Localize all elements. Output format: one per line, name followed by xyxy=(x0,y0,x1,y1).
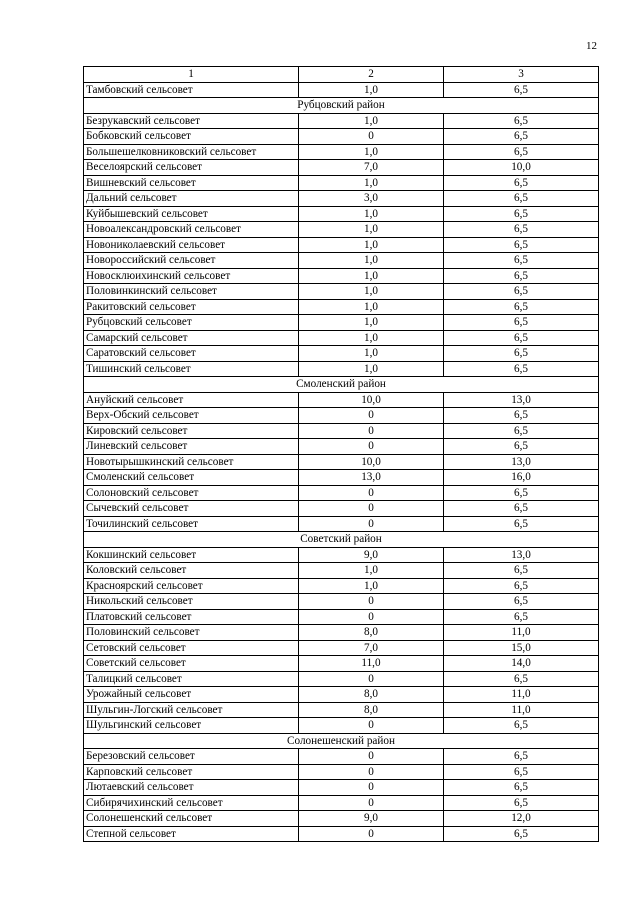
settlement-name: Сибирячихинский сельсовет xyxy=(84,795,299,811)
value-col-2: 0 xyxy=(299,826,444,842)
value-col-2: 1,0 xyxy=(299,82,444,98)
value-col-2: 1,0 xyxy=(299,563,444,579)
value-col-3: 6,5 xyxy=(444,82,599,98)
value-col-2: 7,0 xyxy=(299,640,444,656)
settlement-name: Солонешенский сельсовет xyxy=(84,811,299,827)
value-col-3: 11,0 xyxy=(444,687,599,703)
table-row xyxy=(84,811,599,827)
table-row xyxy=(84,253,599,269)
table-row xyxy=(84,129,599,145)
settlement-name: Безрукавский сельсовет xyxy=(84,113,299,129)
table-row xyxy=(84,191,599,207)
table-row xyxy=(84,656,599,672)
value-col-3: 13,0 xyxy=(444,392,599,408)
value-col-3: 6,5 xyxy=(444,718,599,734)
settlement-name: Советский сельсовет xyxy=(84,656,299,672)
value-col-2: 11,0 xyxy=(299,656,444,672)
table-row xyxy=(84,439,599,455)
settlement-name: Веселоярский сельсовет xyxy=(84,160,299,176)
table-row xyxy=(84,206,599,222)
value-col-3: 11,0 xyxy=(444,702,599,718)
settlement-name: Тамбовский сельсовет xyxy=(84,82,299,98)
value-col-2: 0 xyxy=(299,594,444,610)
settlement-name: Степной сельсовет xyxy=(84,826,299,842)
value-col-3: 6,5 xyxy=(444,346,599,362)
value-col-2: 1,0 xyxy=(299,361,444,377)
value-col-3: 6,5 xyxy=(444,594,599,610)
value-col-2: 1,0 xyxy=(299,144,444,160)
value-col-3: 11,0 xyxy=(444,625,599,641)
table-row xyxy=(84,547,599,563)
settlement-name: Рубцовский сельсовет xyxy=(84,315,299,331)
value-col-3: 6,5 xyxy=(444,330,599,346)
settlement-name: Смоленский сельсовет xyxy=(84,470,299,486)
value-col-2: 1,0 xyxy=(299,299,444,315)
value-col-2: 0 xyxy=(299,749,444,765)
region-row xyxy=(84,733,599,749)
region-title: Советский район xyxy=(84,532,599,548)
value-col-3: 6,5 xyxy=(444,516,599,532)
value-col-3: 16,0 xyxy=(444,470,599,486)
value-col-3: 6,5 xyxy=(444,671,599,687)
value-col-3: 12,0 xyxy=(444,811,599,827)
value-col-3: 6,5 xyxy=(444,826,599,842)
region-row xyxy=(84,532,599,548)
settlement-name: Платовский сельсовет xyxy=(84,609,299,625)
region-title: Рубцовский район xyxy=(84,98,599,114)
settlement-name: Никольский сельсовет xyxy=(84,594,299,610)
value-col-2: 1,0 xyxy=(299,578,444,594)
value-col-2: 1,0 xyxy=(299,113,444,129)
table-row xyxy=(84,749,599,765)
table-row xyxy=(84,82,599,98)
settlement-name: Кокшинский сельсовет xyxy=(84,547,299,563)
value-col-2: 0 xyxy=(299,780,444,796)
value-col-2: 7,0 xyxy=(299,160,444,176)
table-row xyxy=(84,144,599,160)
value-col-3: 6,5 xyxy=(444,609,599,625)
table-row xyxy=(84,315,599,331)
region-row xyxy=(84,98,599,114)
value-col-2: 0 xyxy=(299,609,444,625)
value-col-2: 1,0 xyxy=(299,330,444,346)
value-col-3: 15,0 xyxy=(444,640,599,656)
settlement-name: Кировский сельсовет xyxy=(84,423,299,439)
settlement-name: Ракитовский сельсовет xyxy=(84,299,299,315)
settlement-name: Вишневский сельсовет xyxy=(84,175,299,191)
value-col-2: 0 xyxy=(299,485,444,501)
value-col-2: 0 xyxy=(299,439,444,455)
table-row xyxy=(84,578,599,594)
table-row xyxy=(84,423,599,439)
settlement-name: Солоновский сельсовет xyxy=(84,485,299,501)
settlement-name: Урожайный сельсовет xyxy=(84,687,299,703)
settlement-name: Новотырышкинский сельсовет xyxy=(84,454,299,470)
table-row xyxy=(84,764,599,780)
table-row xyxy=(84,268,599,284)
page-number: 12 xyxy=(586,40,597,52)
table-row xyxy=(84,237,599,253)
value-col-2: 1,0 xyxy=(299,284,444,300)
table-row xyxy=(84,594,599,610)
value-col-2: 0 xyxy=(299,501,444,517)
region-title: Солонешенский район xyxy=(84,733,599,749)
value-col-2: 9,0 xyxy=(299,547,444,563)
table-row xyxy=(84,284,599,300)
table-row xyxy=(84,222,599,238)
value-col-2: 1,0 xyxy=(299,175,444,191)
value-col-3: 6,5 xyxy=(444,175,599,191)
value-col-3: 6,5 xyxy=(444,795,599,811)
table-row xyxy=(84,392,599,408)
value-col-3: 6,5 xyxy=(444,144,599,160)
settlement-name: Саратовский сельсовет xyxy=(84,346,299,362)
settlement-name: Шульгинский сельсовет xyxy=(84,718,299,734)
value-col-2: 0 xyxy=(299,516,444,532)
table-row xyxy=(84,299,599,315)
value-col-3: 6,5 xyxy=(444,501,599,517)
value-col-3: 13,0 xyxy=(444,547,599,563)
value-col-3: 6,5 xyxy=(444,578,599,594)
value-col-3: 6,5 xyxy=(444,485,599,501)
value-col-3: 6,5 xyxy=(444,764,599,780)
settlement-name: Сычевский сельсовет xyxy=(84,501,299,517)
table-row xyxy=(84,501,599,517)
value-col-3: 6,5 xyxy=(444,191,599,207)
value-col-3: 14,0 xyxy=(444,656,599,672)
settlement-name: Половинский сельсовет xyxy=(84,625,299,641)
value-col-2: 0 xyxy=(299,671,444,687)
value-col-3: 6,5 xyxy=(444,408,599,424)
value-col-3: 6,5 xyxy=(444,361,599,377)
settlement-name: Ануйский сельсовет xyxy=(84,392,299,408)
settlement-name: Коловский сельсовет xyxy=(84,563,299,579)
table-row xyxy=(84,826,599,842)
value-col-3: 6,5 xyxy=(444,749,599,765)
value-col-2: 1,0 xyxy=(299,346,444,362)
value-col-2: 9,0 xyxy=(299,811,444,827)
settlement-name: Талицкий сельсовет xyxy=(84,671,299,687)
value-col-2: 3,0 xyxy=(299,191,444,207)
settlement-name: Красноярский сельсовет xyxy=(84,578,299,594)
header-cell-1: 1 xyxy=(84,67,299,83)
value-col-2: 1,0 xyxy=(299,237,444,253)
table-row xyxy=(84,516,599,532)
value-col-3: 6,5 xyxy=(444,206,599,222)
settlement-name: Новосклюихинский сельсовет xyxy=(84,268,299,284)
value-col-3: 6,5 xyxy=(444,780,599,796)
value-col-2: 8,0 xyxy=(299,625,444,641)
settlement-name: Линевский сельсовет xyxy=(84,439,299,455)
table-row xyxy=(84,702,599,718)
settlement-name: Новониколаевский сельсовет xyxy=(84,237,299,253)
settlement-name: Точилинский сельсовет xyxy=(84,516,299,532)
value-col-2: 1,0 xyxy=(299,253,444,269)
settlement-name: Половинкинский сельсовет xyxy=(84,284,299,300)
region-title: Смоленский район xyxy=(84,377,599,393)
table-row xyxy=(84,408,599,424)
settlement-name: Шульгин-Логский сельсовет xyxy=(84,702,299,718)
settlement-name: Тишинский сельсовет xyxy=(84,361,299,377)
table-row xyxy=(84,563,599,579)
table-row xyxy=(84,780,599,796)
settlement-name: Новороссийский сельсовет xyxy=(84,253,299,269)
settlement-name: Лютаевский сельсовет xyxy=(84,780,299,796)
table-row xyxy=(84,346,599,362)
table-body xyxy=(84,67,599,842)
table-row xyxy=(84,330,599,346)
value-col-3: 13,0 xyxy=(444,454,599,470)
value-col-2: 0 xyxy=(299,718,444,734)
value-col-2: 1,0 xyxy=(299,222,444,238)
value-col-2: 0 xyxy=(299,129,444,145)
settlement-name: Новоалександровский сельсовет xyxy=(84,222,299,238)
value-col-3: 6,5 xyxy=(444,222,599,238)
value-col-3: 10,0 xyxy=(444,160,599,176)
settlement-name: Куйбышевский сельсовет xyxy=(84,206,299,222)
settlement-name: Бобковский сельсовет xyxy=(84,129,299,145)
value-col-3: 6,5 xyxy=(444,113,599,129)
table-row xyxy=(84,470,599,486)
value-col-3: 6,5 xyxy=(444,423,599,439)
value-col-2: 0 xyxy=(299,423,444,439)
table-row xyxy=(84,175,599,191)
table-row xyxy=(84,454,599,470)
data-table xyxy=(83,66,599,842)
settlement-name: Березовский сельсовет xyxy=(84,749,299,765)
value-col-2: 0 xyxy=(299,408,444,424)
value-col-3: 6,5 xyxy=(444,237,599,253)
settlement-name: Верх-Обский сельсовет xyxy=(84,408,299,424)
value-col-2: 13,0 xyxy=(299,470,444,486)
header-cell-2: 2 xyxy=(299,67,444,83)
value-col-3: 6,5 xyxy=(444,129,599,145)
table-row xyxy=(84,718,599,734)
value-col-2: 0 xyxy=(299,795,444,811)
table-header-row xyxy=(84,67,599,83)
settlement-name: Самарский сельсовет xyxy=(84,330,299,346)
table-row xyxy=(84,671,599,687)
region-row xyxy=(84,377,599,393)
table-row xyxy=(84,640,599,656)
table-row xyxy=(84,687,599,703)
table-row xyxy=(84,609,599,625)
table-row xyxy=(84,361,599,377)
table-row xyxy=(84,485,599,501)
value-col-2: 8,0 xyxy=(299,702,444,718)
value-col-2: 1,0 xyxy=(299,268,444,284)
value-col-2: 10,0 xyxy=(299,454,444,470)
value-col-3: 6,5 xyxy=(444,439,599,455)
table-row xyxy=(84,160,599,176)
value-col-3: 6,5 xyxy=(444,299,599,315)
value-col-2: 0 xyxy=(299,764,444,780)
table-row xyxy=(84,625,599,641)
value-col-2: 1,0 xyxy=(299,206,444,222)
value-col-3: 6,5 xyxy=(444,563,599,579)
table-row xyxy=(84,795,599,811)
settlement-name: Дальний сельсовет xyxy=(84,191,299,207)
value-col-3: 6,5 xyxy=(444,253,599,269)
settlement-name: Большешелковниковский сельсовет xyxy=(84,144,299,160)
value-col-3: 6,5 xyxy=(444,284,599,300)
settlement-name: Сетовский сельсовет xyxy=(84,640,299,656)
value-col-2: 8,0 xyxy=(299,687,444,703)
value-col-2: 1,0 xyxy=(299,315,444,331)
table-row xyxy=(84,113,599,129)
value-col-3: 6,5 xyxy=(444,315,599,331)
value-col-2: 10,0 xyxy=(299,392,444,408)
value-col-3: 6,5 xyxy=(444,268,599,284)
header-cell-3: 3 xyxy=(444,67,599,83)
settlement-name: Карповский сельсовет xyxy=(84,764,299,780)
